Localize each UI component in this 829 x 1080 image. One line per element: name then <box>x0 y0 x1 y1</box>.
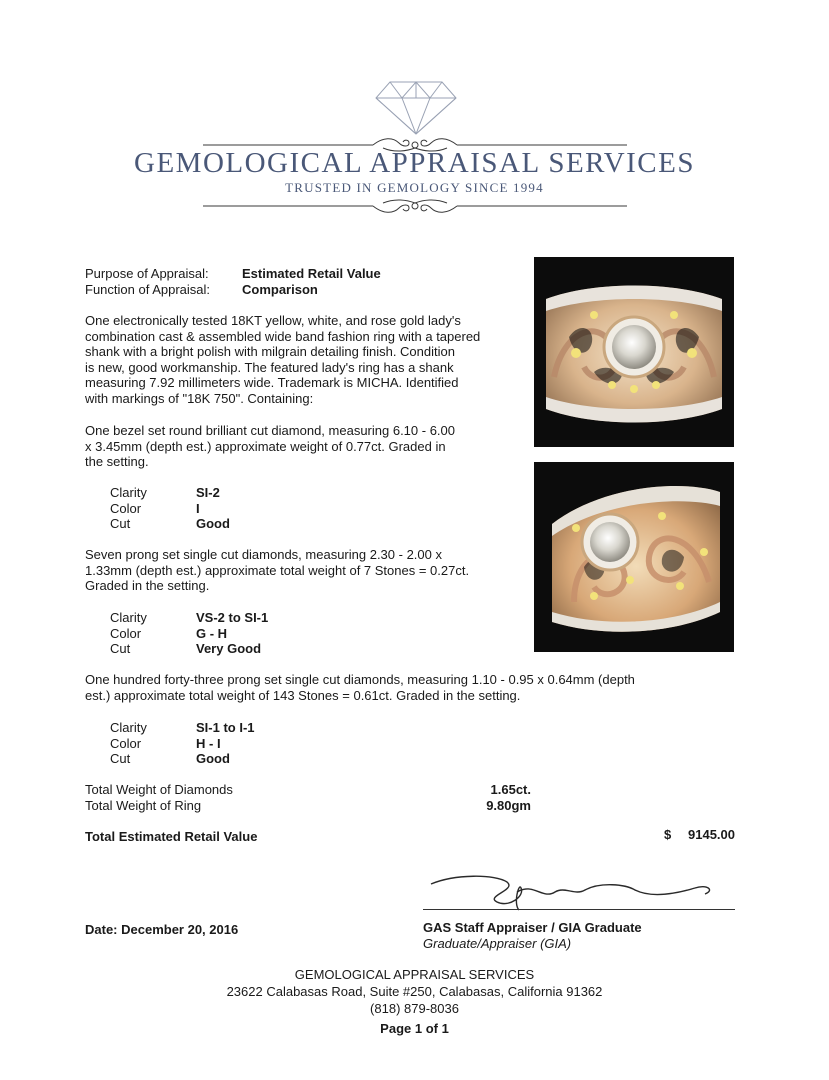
appraiser-title: GAS Staff Appraiser / GIA Graduate <box>423 920 642 935</box>
stone2-line: Seven prong set single cut diamonds, measuring 2.30 - 2.00 x <box>85 547 442 562</box>
total-diamonds-value: 1.65ct. <box>490 782 531 797</box>
signature-line <box>423 909 735 910</box>
grade-value: VS-2 to SI-1 <box>196 610 269 625</box>
ring-image-front <box>534 257 734 447</box>
grade-value: Very Good <box>196 641 262 656</box>
currency-symbol: $ <box>664 827 672 842</box>
description-line: with markings of "18K 750". Containing: <box>85 390 314 406</box>
grade-label: Cut <box>110 751 131 766</box>
stone3-line: One hundred forty-three prong set single cut diamonds, measuring 1.10 - 0.95 x 0.64mm (depth <box>85 672 635 687</box>
description-line: combination cast & assembled wide band fashion ring with a tapered <box>85 328 481 344</box>
grade-value: Good <box>196 751 230 766</box>
stone1-line: the setting. <box>85 454 149 469</box>
bottom-ornament-divider <box>203 195 627 217</box>
grade-value: G - H <box>196 625 228 641</box>
purpose-label: Purpose of Appraisal: <box>85 266 209 281</box>
appraisal-date: Date: December 20, 2016 <box>85 922 239 937</box>
description-line: shank with a bright polish with milgrain detailing finish. Condition <box>85 344 455 359</box>
ring-photo-top <box>534 257 734 447</box>
function-value: Comparison <box>242 282 318 297</box>
stone3-grade-labels <box>110 720 147 767</box>
grade-label: Color <box>110 735 142 751</box>
signature-mark <box>425 866 725 914</box>
grade-label: Clarity <box>110 485 147 500</box>
grade-value: I <box>196 500 200 516</box>
function-label: Function of Appraisal: <box>85 282 211 297</box>
ring-image-angle <box>534 462 734 652</box>
stone2-line: 1.33mm (depth est.) approximate total weight of 7 Stones = 0.27ct. <box>85 562 470 578</box>
grade-label: Cut <box>110 641 131 656</box>
total-diamonds-label: Total Weight of Diamonds <box>85 782 233 797</box>
footer-address: 23622 Calabasas Road, Suite #250, Calabasas, California 91362 <box>226 984 603 999</box>
appraiser-subtitle: Graduate/Appraiser (GIA) <box>423 936 572 951</box>
total-ring-value: 9.80gm <box>486 798 531 813</box>
stone2-grade-values <box>196 610 268 657</box>
grade-label: Clarity <box>110 610 147 625</box>
description-line: is new, good workmanship. The featured lady's ring has a shank <box>85 359 454 375</box>
grade-label: Cut <box>110 516 131 531</box>
total-retail-value: 9145.00 <box>688 827 735 842</box>
stone2-line: Graded in the setting. <box>85 578 210 593</box>
page-number: Page 1 of 1 <box>380 1021 449 1036</box>
company-title: GEMOLOGICAL APPRAISAL SERVICES <box>134 147 695 179</box>
description-line: One electronically tested 18KT yellow, white, and rose gold lady's <box>85 313 461 328</box>
stone1-line: One bezel set round brilliant cut diamond, measuring 6.10 - 6.00 <box>85 423 455 438</box>
grade-label: Clarity <box>110 720 147 735</box>
footer-phone: (818) 879-8036 <box>370 1001 459 1016</box>
stone3-description <box>85 672 635 703</box>
total-ring-label: Total Weight of Ring <box>85 798 202 813</box>
grade-value: SI-1 to I-1 <box>196 720 255 735</box>
diamond-outline-icon <box>374 80 458 136</box>
grade-value: H - I <box>196 735 221 751</box>
stone1-grade-labels <box>110 485 147 532</box>
stone2-grade-labels <box>110 610 147 657</box>
ring-photo-bottom <box>534 462 734 652</box>
total-retail-label: Total Estimated Retail Value <box>85 829 258 844</box>
stone3-line: est.) approximate total weight of 143 Stones = 0.61ct. Graded in the setting. <box>85 687 521 703</box>
ring-description <box>85 313 480 406</box>
grade-value: SI-2 <box>196 485 220 500</box>
stone2-description <box>85 547 469 594</box>
stone1-line: x 3.45mm (depth est.) approximate weight of 0.77ct. Graded in <box>85 438 446 454</box>
stone1-grade-values <box>196 485 230 532</box>
purpose-value: Estimated Retail Value <box>242 266 381 281</box>
grade-label: Color <box>110 500 142 516</box>
stone3-grade-values <box>196 720 255 767</box>
description-line: measuring 7.92 millimeters wide. Trademark is MICHA. Identified <box>85 375 459 390</box>
grade-label: Color <box>110 625 142 641</box>
stone1-description <box>85 423 455 470</box>
grade-value: Good <box>196 516 230 531</box>
footer-company: GEMOLOGICAL APPRAISAL SERVICES <box>294 967 535 982</box>
company-tagline: TRUSTED IN GEMOLOGY SINCE 1994 <box>285 180 544 195</box>
